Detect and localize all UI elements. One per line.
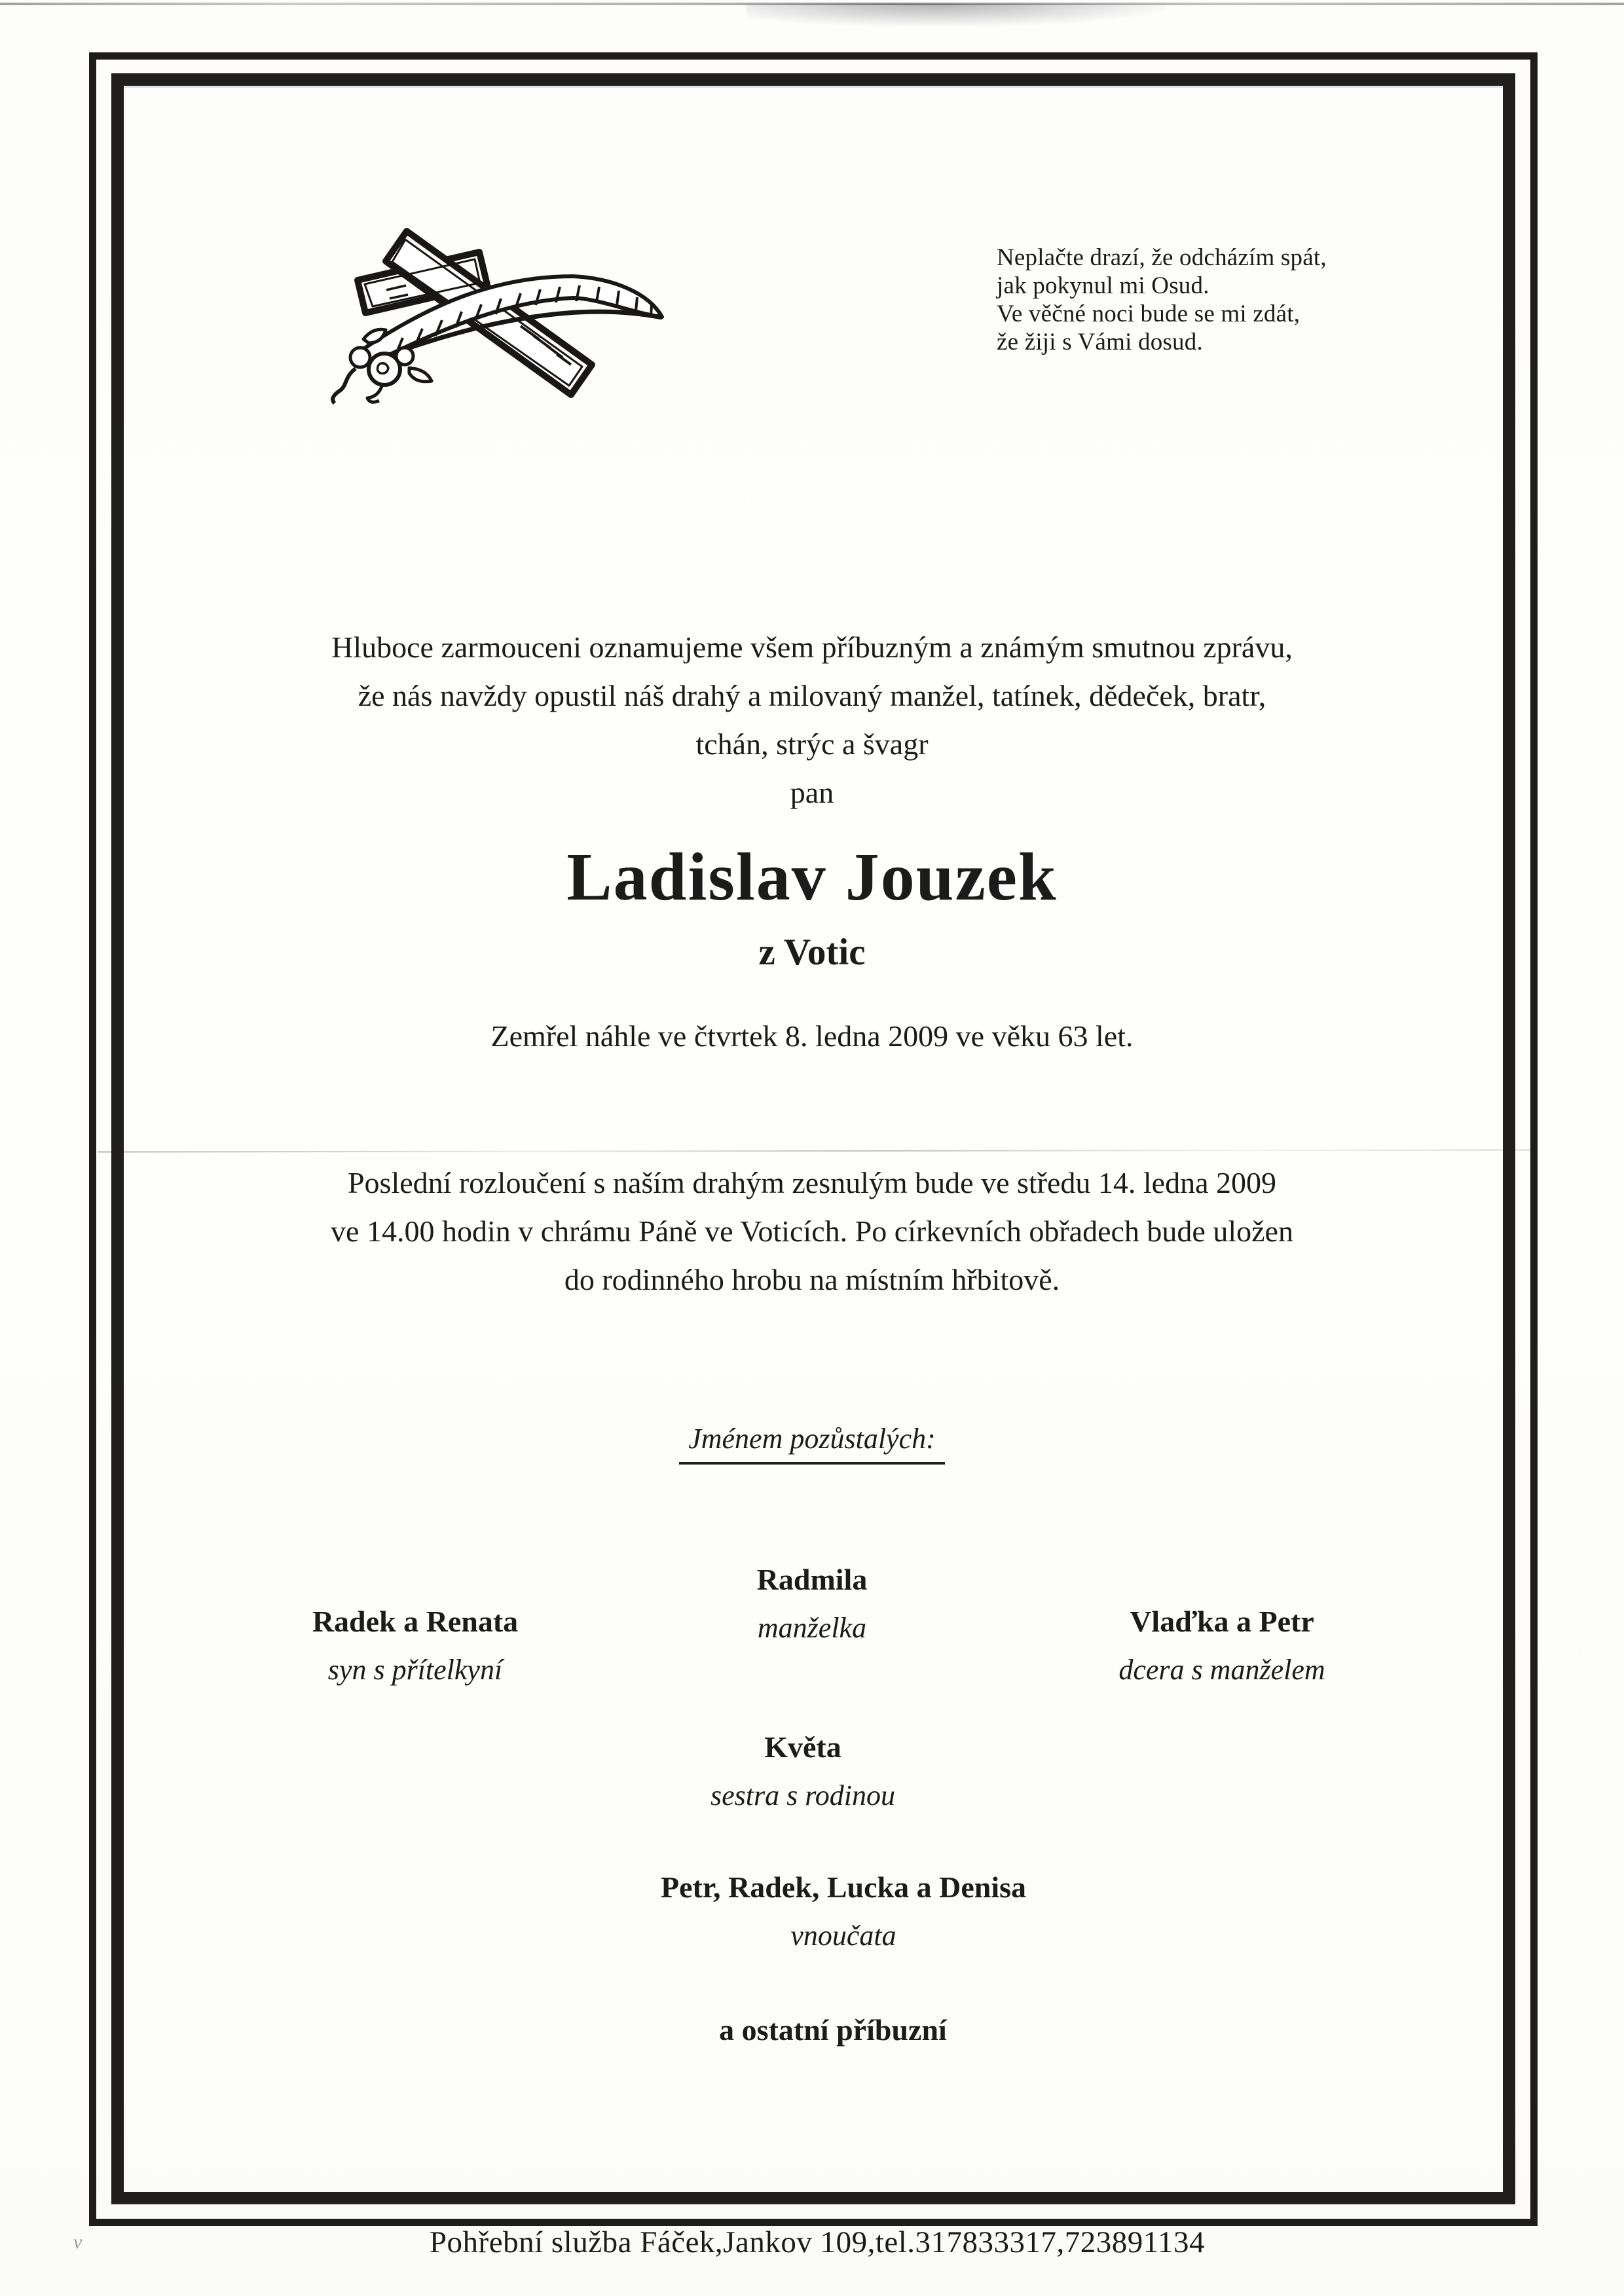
mourner-group-daughter <box>1118 1604 1325 1686</box>
deceased-origin: z Votic <box>758 932 866 973</box>
memorial-verse <box>997 244 1327 356</box>
honorific-line: pan <box>790 776 834 809</box>
corner-mark-artifact: v <box>73 2231 83 2253</box>
farewell-paragraph <box>0 1159 1624 1304</box>
mourner-names: Květa <box>764 1730 841 1764</box>
mourner-relation: sestra s rodinou <box>710 1779 895 1812</box>
mourner-group-grandchildren <box>661 1870 1026 1952</box>
verse-line: jak pokynul mi Osud. <box>997 272 1209 299</box>
mourner-group-sister <box>710 1730 895 1812</box>
mourner-relation: syn s přítelkyní <box>327 1654 503 1686</box>
mourner-names: Vlaďka a Petr <box>1130 1605 1314 1638</box>
deceased-name: Ladislav Jouzek <box>566 839 1058 915</box>
funeral-service-footer: Pohřební služba Fáček,Jankov 109,tel.317833317,723891134 <box>429 2225 1206 2259</box>
mourner-relation: dcera s manželem <box>1118 1654 1325 1686</box>
farewell-line: do rodinného hrobu na místním hřbitově. <box>564 1263 1060 1296</box>
farewell-line: Poslední rozloučení s naším drahým zesnulým bude ve středu 14. ledna 2009 <box>347 1166 1277 1199</box>
mourner-names: Petr, Radek, Lucka a Denisa <box>661 1870 1026 1904</box>
mourners-heading <box>0 1422 1624 1465</box>
mourner-group-wife <box>757 1562 868 1645</box>
mourner-relation: manželka <box>757 1612 867 1644</box>
other-relatives-line: a ostatní příbuzní <box>719 2013 947 2047</box>
mourner-names: Radmila <box>756 1563 868 1596</box>
cross-and-palm-ornament-icon <box>324 228 678 408</box>
death-date-line: Zemřel náhle ve čtvrtek 8. ledna 2009 ve věku 63 let. <box>490 1019 1134 1053</box>
mourner-names: Radek a Renata <box>312 1605 519 1638</box>
farewell-line: ve 14.00 hodin v chrámu Páně ve Voticích. Po církevních obřadech bude uložen <box>331 1214 1293 1248</box>
verse-line: Neplačte drazí, že odcházím spát, <box>997 244 1327 271</box>
announcement-line: že nás navždy opustil náš drahý a milovaný manžel, tatínek, dědeček, bratr, <box>358 679 1266 712</box>
mourner-relation: vnoučata <box>790 1920 896 1952</box>
verse-line: že žiji s Vámi dosud. <box>997 329 1203 355</box>
scan-smudge-artifact <box>747 4 1166 26</box>
announcement-paragraph <box>0 623 1624 817</box>
mourners-heading-text: Jménem pozůstalých: <box>679 1422 945 1465</box>
announcement-line: tchán, strýc a švagr <box>695 727 929 761</box>
mourner-group-son <box>312 1604 518 1686</box>
verse-line: Ve věčné noci bude se mi zdát, <box>997 301 1301 327</box>
announcement-line: Hluboce zarmouceni oznamujeme všem příbuzným a známým smutnou zprávu, <box>331 630 1293 664</box>
